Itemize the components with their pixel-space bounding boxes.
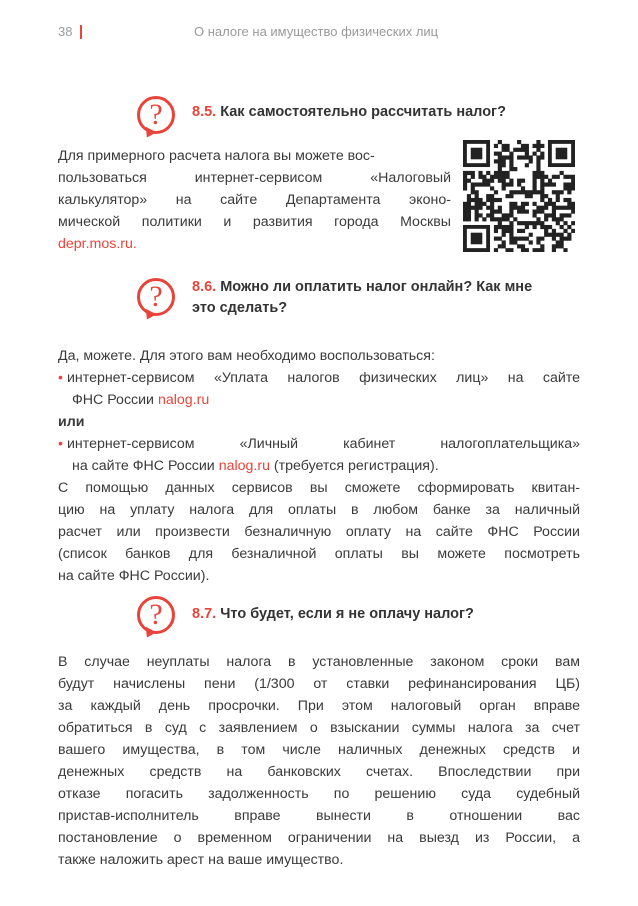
s87-line-4: обратиться в суд с заявлением о взыскании суммы налога за счет: [58, 720, 580, 736]
bullet-2: [58, 434, 580, 456]
bullet-marker: •: [58, 436, 63, 452]
bullet-2-text: интернет-сервисом «Личный кабинет налогоплательщика»: [66, 436, 580, 452]
section-87-title: Что будет, если я не оплачу налог?: [220, 606, 474, 622]
section-86-intro: Да, можете. Для этого вам необходимо воспользоваться:: [58, 348, 435, 364]
section-85-line-2: пользоваться интернет-сервисом «Налоговый: [58, 170, 451, 186]
s87-line-2: будут начислены пени (1/300 от ставки рефинансирования ЦБ): [58, 676, 580, 692]
s87-line-10: также наложить арест на ваше имущество.: [58, 852, 344, 868]
section-85-title: Как самостоятельно рассчитать налог?: [220, 104, 506, 120]
s87-line-8: пристав-исполнитель вправе вынести в отношении вас: [58, 808, 580, 824]
section-85-heading: [192, 102, 506, 123]
qr-code-graphic: [463, 140, 575, 252]
closing-line-2: цию на уплату налога для оплаты в любом банке за наличный: [58, 502, 580, 518]
bullet-marker: •: [58, 370, 63, 386]
qr-code[interactable]: [463, 140, 575, 252]
header-divider: [80, 25, 82, 39]
or-label: или: [58, 414, 85, 430]
s87-line-6: денежных средств на банковских счетах. Впоследствии при: [58, 764, 580, 780]
section-86-number: 8.6.: [192, 279, 217, 295]
depr-link[interactable]: depr.mos.ru.: [58, 236, 137, 252]
question-mark-icon: ?: [137, 96, 175, 134]
section-87-heading: [192, 604, 474, 625]
bullet-2-prefix: на сайте ФНС России: [72, 458, 219, 474]
bullet-1-text: интернет-сервисом «Уплата налогов физических лиц» на сайте: [66, 370, 580, 386]
closing-line-1: С помощью данных сервисов вы сможете сформировать квитан-: [58, 480, 580, 496]
section-85-line-3: калькулятор» на сайте Департамента эконо-: [58, 192, 451, 208]
section-86-heading: [192, 277, 532, 319]
section-87-number: 8.7.: [192, 606, 217, 622]
s87-line-3: за каждый день просрочки. При этом налоговый орган вправе: [58, 698, 580, 714]
bullet-1-continuation: [58, 390, 209, 412]
question-mark-icon: ?: [137, 278, 175, 316]
closing-line-5: на сайте ФНС России).: [58, 568, 210, 584]
section-85-number: 8.5.: [192, 104, 217, 120]
nalog-link-1[interactable]: nalog.ru: [157, 392, 210, 408]
s87-line-9: постановление о временном ограничении на выезд из России, а: [58, 830, 580, 846]
bullet-1: [58, 368, 580, 390]
s87-line-7: отказе погасить задолженность по решению суда судебный: [58, 786, 580, 802]
s87-line-1: В случае неуплаты налога в установленные законом сроки вам: [58, 654, 580, 670]
closing-line-3: расчет или произвести безналичную оплату на сайте ФНС России: [58, 524, 580, 540]
bullet-2-continuation: [58, 456, 439, 478]
page-header: [58, 24, 578, 46]
bullet-2-suffix: (требуется регистрация).: [269, 458, 439, 474]
closing-line-4: (список банков для безналичной оплаты вы можете посмотреть: [58, 546, 580, 562]
s87-line-5: вашего имущества, в том числе наличных денежных средств и: [58, 742, 580, 758]
running-title: О налоге на имущество физических лиц: [194, 24, 439, 39]
bullet-1-prefix: ФНС России: [72, 392, 158, 408]
section-86-title-line1: Можно ли оплатить налог онлайн? Как мне: [220, 279, 533, 295]
nalog-link-2[interactable]: nalog.ru: [218, 458, 270, 474]
section-85-line-4: мической политики и развития города Москвы: [58, 214, 451, 230]
question-mark-icon: ?: [137, 596, 175, 634]
page-number: 38: [58, 24, 73, 39]
section-86-title-line2: это сделать?: [192, 300, 288, 316]
section-85-line-1: Для примерного расчета налога вы можете вос-: [58, 148, 375, 164]
